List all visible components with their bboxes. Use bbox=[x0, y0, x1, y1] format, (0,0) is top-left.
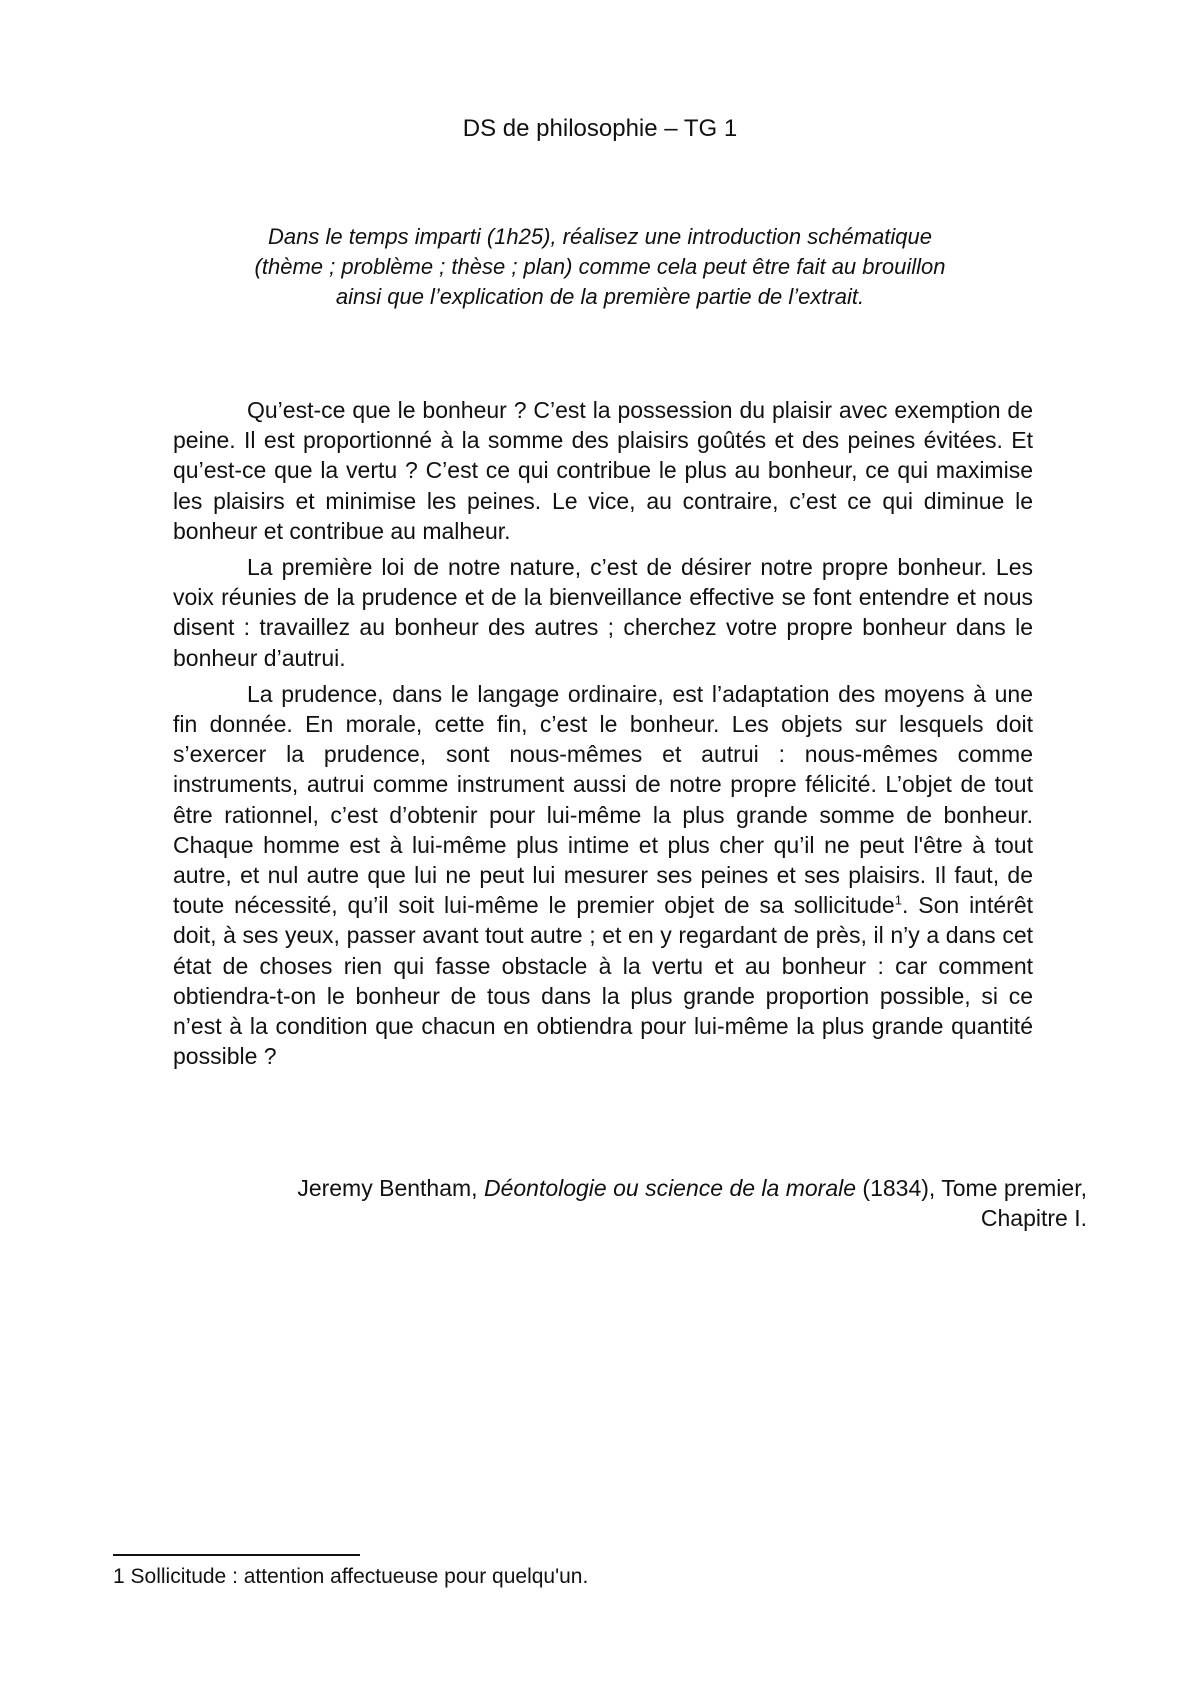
extract-paragraph bbox=[173, 679, 1033, 1072]
work-title: Déontologie ou science de la morale bbox=[483, 1175, 857, 1201]
instructions-line: Dans le temps imparti (1h25), réalisez une introduction schématique bbox=[268, 224, 932, 249]
philosophy-extract bbox=[173, 395, 1033, 1077]
source-attribution bbox=[160, 1173, 1087, 1233]
paragraph-text: . Son intérêt doit, à ses yeux, passer avant tout autre ; et en y regardant de près, il n’y a dans cet état de choses rien qui fasse obstacle à la vertu et au bonheur : car comment obtiendra-t-on le bonheur de tous dans la plus grande proportion possible, si ce n’est à la condition que chacun en obtiendra pour lui-même la plus grande quantité possible ? bbox=[173, 892, 1033, 1070]
footnote-separator bbox=[113, 1554, 360, 1556]
attribution-line bbox=[160, 1173, 1087, 1203]
instructions-line: ainsi que l’explication de la première partie de l’extrait. bbox=[335, 284, 865, 309]
footnote: 1 Sollicitude : attention affectueuse pour quelqu'un. bbox=[113, 1565, 589, 1588]
footnote-reference: 1 bbox=[894, 892, 902, 908]
document-title: DS de philosophie – TG 1 bbox=[462, 115, 738, 142]
work-details: (1834), Tome premier, bbox=[856, 1175, 1087, 1201]
exam-instructions bbox=[150, 222, 1050, 312]
extract-paragraph: Qu’est-ce que le bonheur ? C’est la possession du plaisir avec exemption de peine. Il est proportionné à la somme des plaisirs goûtés et des peines évitées. Et qu’est-ce que la vertu ? C’est ce qui contribue le plus au bonheur, ce qui maximise les plaisirs et minimise les peines. Le vice, au contraire, c’est ce qui diminue le bonheur et contribue au malheur. bbox=[173, 397, 1033, 544]
paragraph-text: La prudence, dans le langage ordinaire, est l’adaptation des moyens à une fin donnée. En morale, cette fin, c’est le bonheur. Les objets sur lesquels doit s’exercer la prudence, sont nous-mêmes et autrui : nous-mêmes comme instruments, autrui comme instrument aussi de notre propre félicité. L’objet de tout être rationnel, c’est d’obtenir pour lui-même la plus grande somme de bonheur. Chaque homme est à lui-même plus intime et plus cher qu’il ne peut l'être à tout autre, et nul autre que lui ne peut lui mesurer ses peines et ses plaisirs. Il faut, de toute nécessité, qu’il soit lui-même le premier objet de sa sollicitude bbox=[173, 680, 1033, 919]
chapter-line: Chapitre I. bbox=[980, 1205, 1087, 1231]
instructions-line: (thème ; problème ; thèse ; plan) comme cela peut être fait au brouillon bbox=[254, 254, 946, 279]
author-name: Jeremy Bentham, bbox=[297, 1175, 484, 1201]
extract-paragraph: La première loi de notre nature, c’est de désirer notre propre bonheur. Les voix réunies de la prudence et de la bienveillance effective se font entendre et nous disent : travaillez au bonheur des autres ; cherchez votre propre bonheur dans le bonheur d’autrui. bbox=[173, 554, 1033, 671]
